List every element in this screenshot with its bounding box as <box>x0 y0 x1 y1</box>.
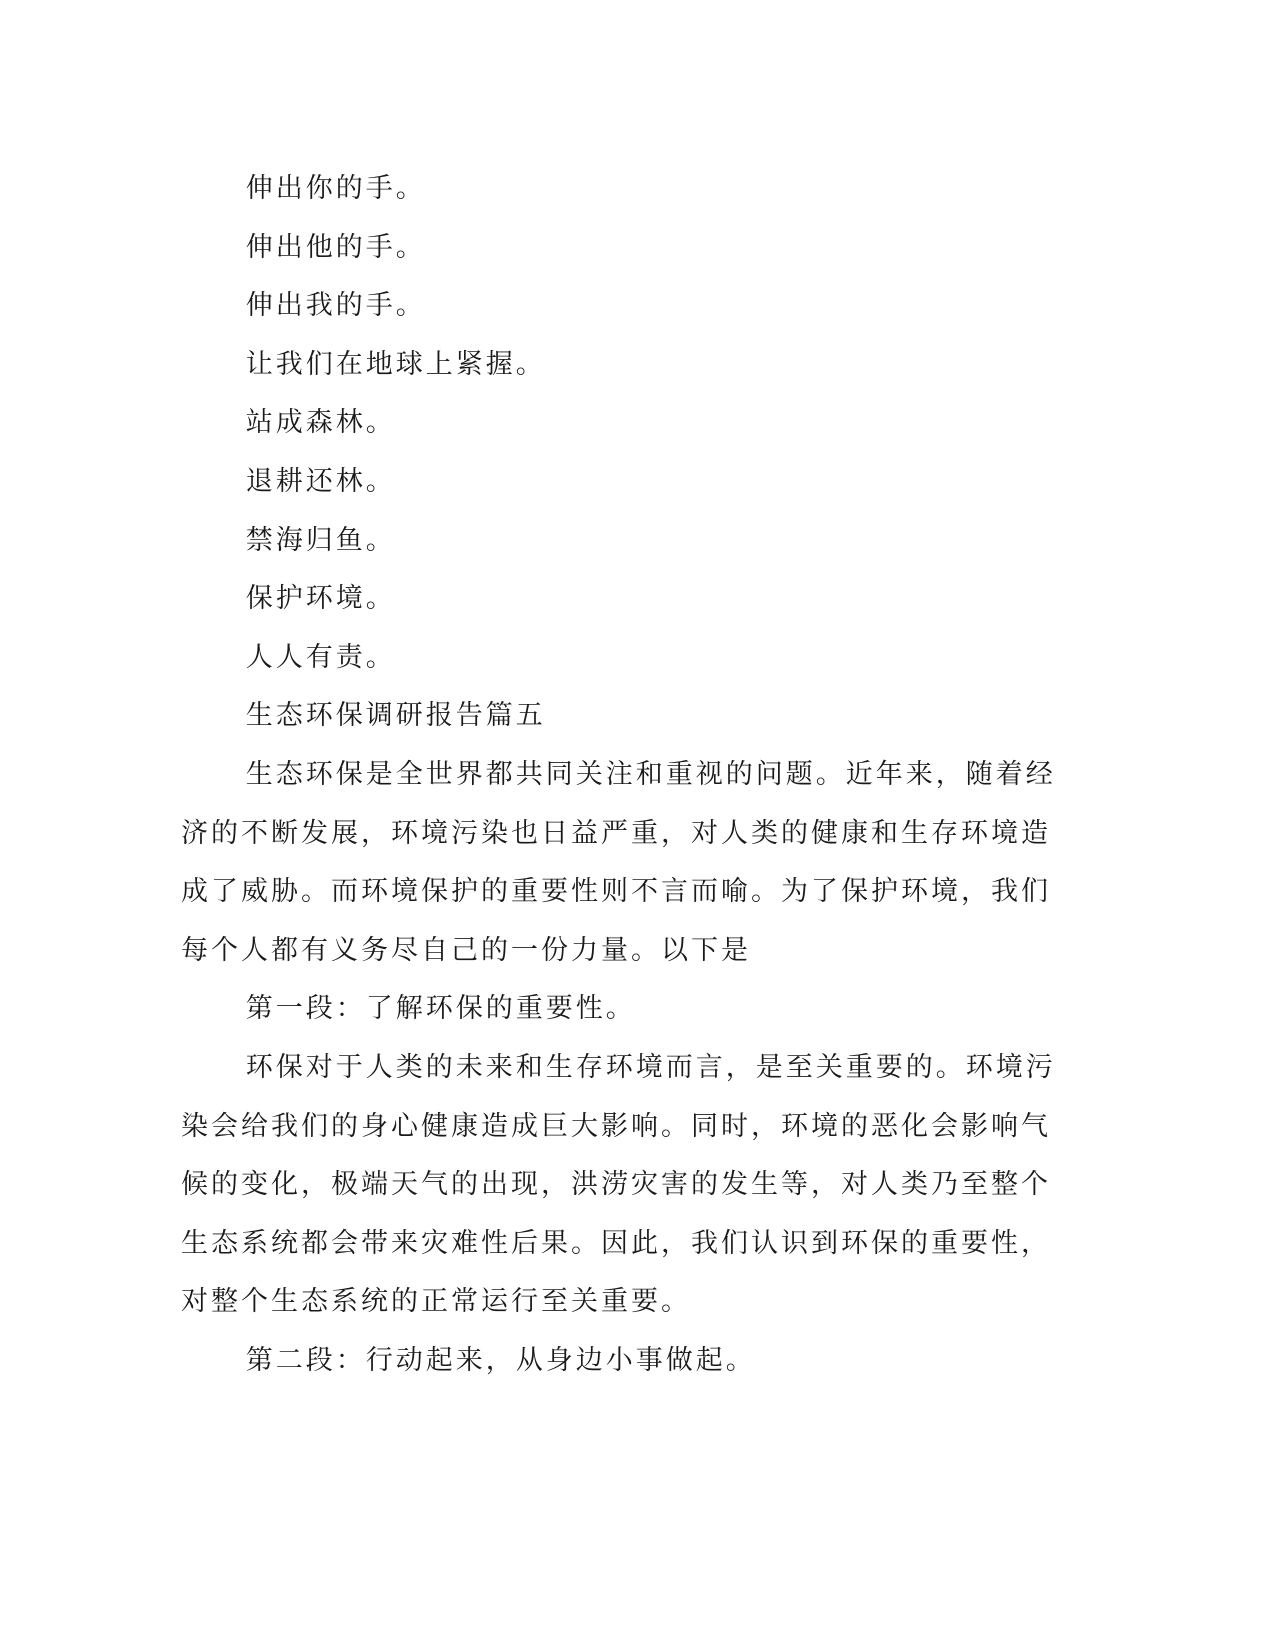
poem-line: 人人有责。 <box>245 641 396 673</box>
poem-line: 伸出你的手。 <box>245 173 426 204</box>
document-body <box>181 160 1061 1390</box>
body-paragraph: 生态环保是全世界都共同关注和重视的问题。近年来，随着经济的不断发展，环境污染也日益严重，对人类的健康和生存环境造成了威胁。而环境保护的重要性则不言而喻。为了保护环境，我们每个人都有义务尽自己的一份力量。以下是 <box>181 758 1056 966</box>
poem-line: 让我们在地球上紧握。 <box>245 348 546 380</box>
poem-line: 站成森林。 <box>245 407 396 439</box>
poem-line: 伸出他的手。 <box>245 231 426 263</box>
poem-line: 退耕还林。 <box>245 465 396 497</box>
body-paragraph: 环保对于人类的未来和生存环境而言，是至关重要的。环境污染会给我们的身心健康造成巨大影响。同时，环境的恶化会影响气候的变化，极端天气的出现，洪涝灾害的发生等，对人类乃至整个生态系统都会带来灾难性后果。因此，我们认识到环保的重要性，对整个生态系统的正常运行至关重要。 <box>181 1051 1056 1318</box>
section-heading: 生态环保调研报告篇五 <box>245 700 546 732</box>
poem-line: 禁海归鱼。 <box>245 524 396 556</box>
subsection-heading: 第二段：行动起来，从身边小事做起。 <box>245 1344 756 1376</box>
poem-line: 伸出我的手。 <box>245 290 426 322</box>
subsection-heading: 第一段：了解环保的重要性。 <box>245 993 636 1025</box>
poem-line: 保护环境。 <box>245 583 396 615</box>
